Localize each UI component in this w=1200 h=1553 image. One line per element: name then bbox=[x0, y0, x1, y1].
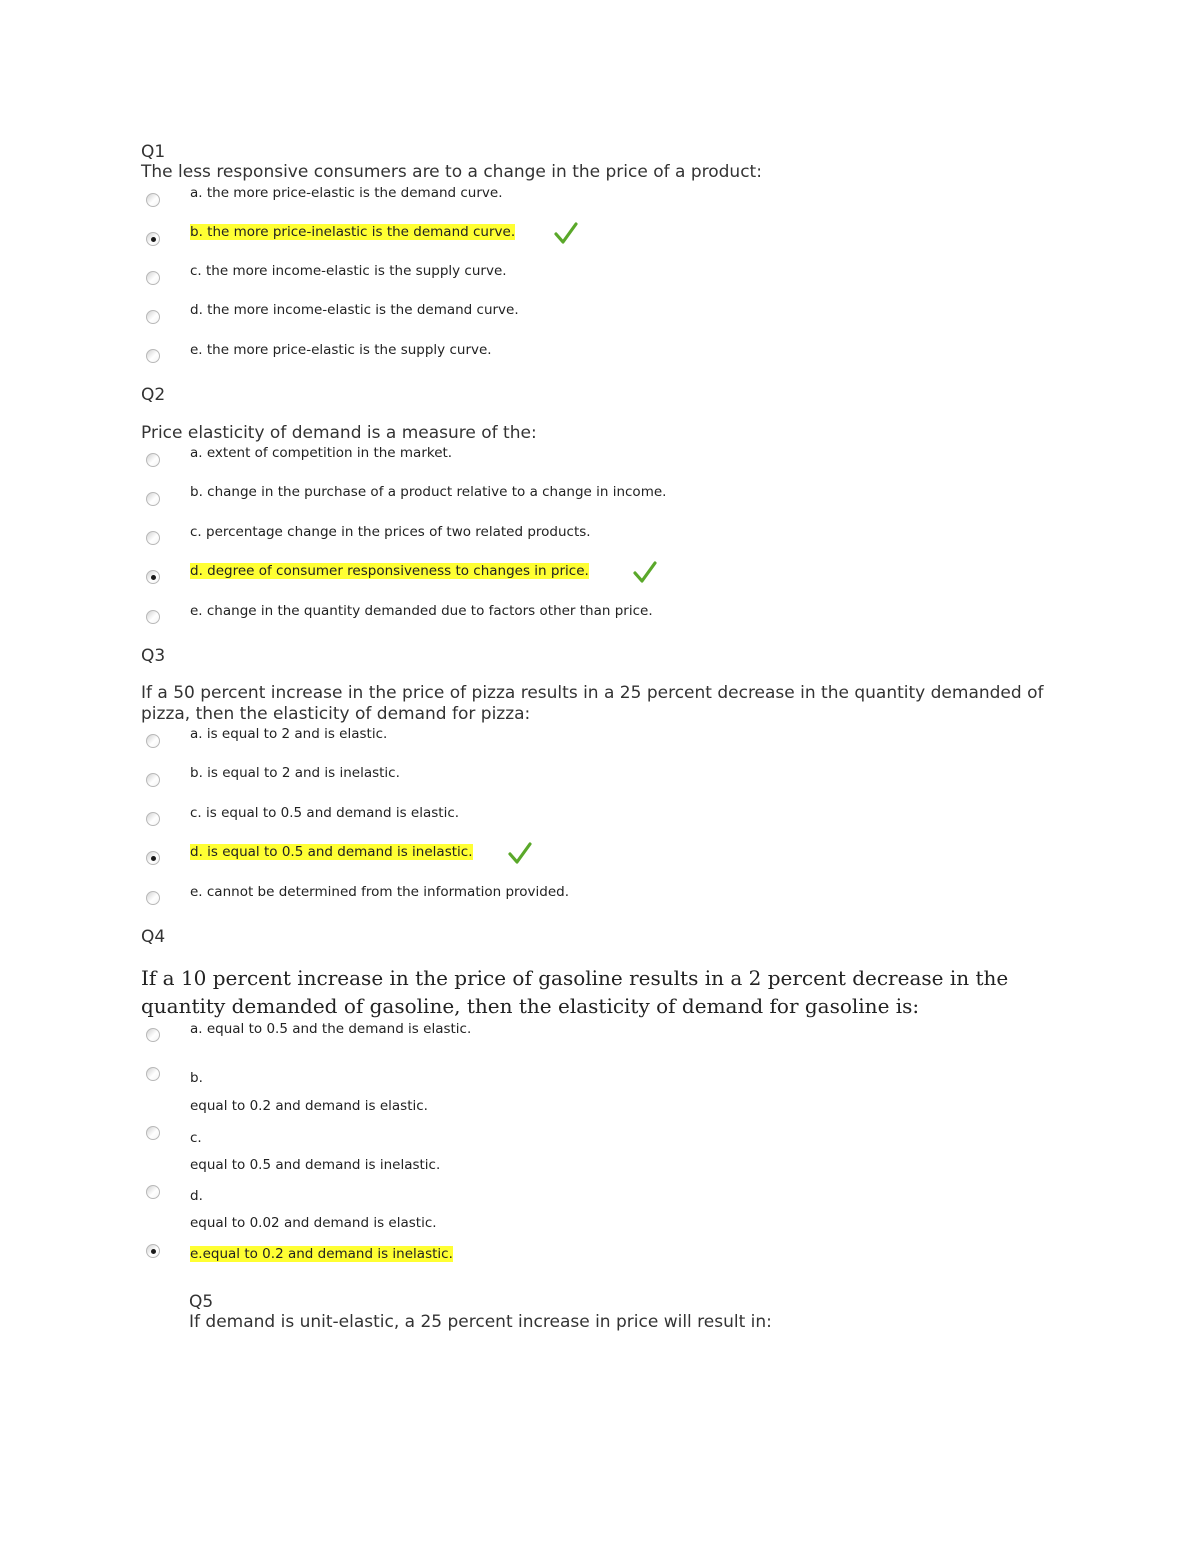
q3-option-d-radio[interactable] bbox=[146, 851, 160, 865]
q3-option-a: a. is equal to 2 and is elastic. bbox=[190, 726, 388, 742]
q4-option-d-radio[interactable] bbox=[146, 1185, 160, 1199]
q2-option-d: d. degree of consumer responsiveness to changes in price. bbox=[190, 563, 589, 579]
q2-option-b: b. change in the purchase of a product relative to a change in income. bbox=[190, 484, 667, 500]
q4-option-a: a. equal to 0.5 and the demand is elastic. bbox=[190, 1021, 472, 1037]
question-5-label: Q5 bbox=[189, 1292, 214, 1312]
question-4-text: If a 10 percent increase in the price of gasoline results in a 2 percent decrease in the quantity demanded of gasoline, then the elasticity of demand for gasoline is: bbox=[141, 966, 1009, 1018]
q3-option-c-radio[interactable] bbox=[146, 812, 160, 826]
q4-option-b-letter: b. bbox=[190, 1070, 203, 1086]
q4-option-d-letter: d. bbox=[190, 1188, 203, 1204]
q2-option-c: c. percentage change in the prices of two related products. bbox=[190, 524, 591, 540]
q1-option-a: a. the more price-elastic is the demand curve. bbox=[190, 185, 503, 201]
q1-option-d: d. the more income-elastic is the demand curve. bbox=[190, 302, 519, 318]
q1-option-d-radio[interactable] bbox=[146, 310, 160, 324]
question-1-text: The less responsive consumers are to a change in the price of a product: bbox=[141, 162, 762, 182]
question-3-text: If a 50 percent increase in the price of pizza results in a 25 percent decrease in the quantity demanded of pizza, then the elasticity of demand for pizza: bbox=[141, 683, 1044, 724]
q1-option-e-radio[interactable] bbox=[146, 349, 160, 363]
q3-option-a-radio[interactable] bbox=[146, 734, 160, 748]
q4-option-d: equal to 0.02 and demand is elastic. bbox=[190, 1215, 437, 1231]
q3-option-c: c. is equal to 0.5 and demand is elastic. bbox=[190, 805, 460, 821]
question-2-label: Q2 bbox=[141, 385, 166, 405]
question-4-label: Q4 bbox=[141, 927, 166, 947]
q1-option-b: b. the more price-inelastic is the demand curve. bbox=[190, 224, 516, 240]
question-3-label: Q3 bbox=[141, 646, 166, 666]
check-icon bbox=[554, 222, 578, 244]
q4-option-c: equal to 0.5 and demand is inelastic. bbox=[190, 1157, 441, 1173]
q1-option-e: e. the more price-elastic is the supply curve. bbox=[190, 342, 492, 358]
q1-option-b-radio[interactable] bbox=[146, 232, 160, 246]
q2-option-d-radio[interactable] bbox=[146, 570, 160, 584]
q4-option-e: e.equal to 0.2 and demand is inelastic. bbox=[190, 1246, 453, 1262]
q4-option-e-radio[interactable] bbox=[146, 1244, 160, 1258]
q2-option-a: a. extent of competition in the market. bbox=[190, 445, 453, 461]
q1-option-c: c. the more income-elastic is the supply curve. bbox=[190, 263, 507, 279]
q2-option-c-radio[interactable] bbox=[146, 531, 160, 545]
q3-option-e-radio[interactable] bbox=[146, 891, 160, 905]
q2-option-e-radio[interactable] bbox=[146, 610, 160, 624]
question-1-label: Q1 bbox=[141, 142, 166, 162]
q4-option-b-radio[interactable] bbox=[146, 1067, 160, 1081]
q3-option-e: e. cannot be determined from the information provided. bbox=[190, 884, 570, 900]
q4-option-c-radio[interactable] bbox=[146, 1126, 160, 1140]
q2-option-e: e. change in the quantity demanded due to factors other than price. bbox=[190, 603, 653, 619]
q1-option-c-radio[interactable] bbox=[146, 271, 160, 285]
q4-option-c-letter: c. bbox=[190, 1130, 202, 1146]
q3-option-d: d. is equal to 0.5 and demand is inelastic. bbox=[190, 844, 473, 860]
q4-option-a-radio[interactable] bbox=[146, 1028, 160, 1042]
q2-option-a-radio[interactable] bbox=[146, 453, 160, 467]
q4-option-b: equal to 0.2 and demand is elastic. bbox=[190, 1098, 428, 1114]
q3-option-b: b. is equal to 2 and is inelastic. bbox=[190, 765, 400, 781]
q2-option-b-radio[interactable] bbox=[146, 492, 160, 506]
question-5-text: If demand is unit-elastic, a 25 percent increase in price will result in: bbox=[189, 1312, 772, 1332]
q3-option-b-radio[interactable] bbox=[146, 773, 160, 787]
question-2-text: Price elasticity of demand is a measure of the: bbox=[141, 423, 537, 443]
q1-option-a-radio[interactable] bbox=[146, 193, 160, 207]
check-icon bbox=[508, 842, 532, 864]
check-icon bbox=[633, 561, 657, 583]
